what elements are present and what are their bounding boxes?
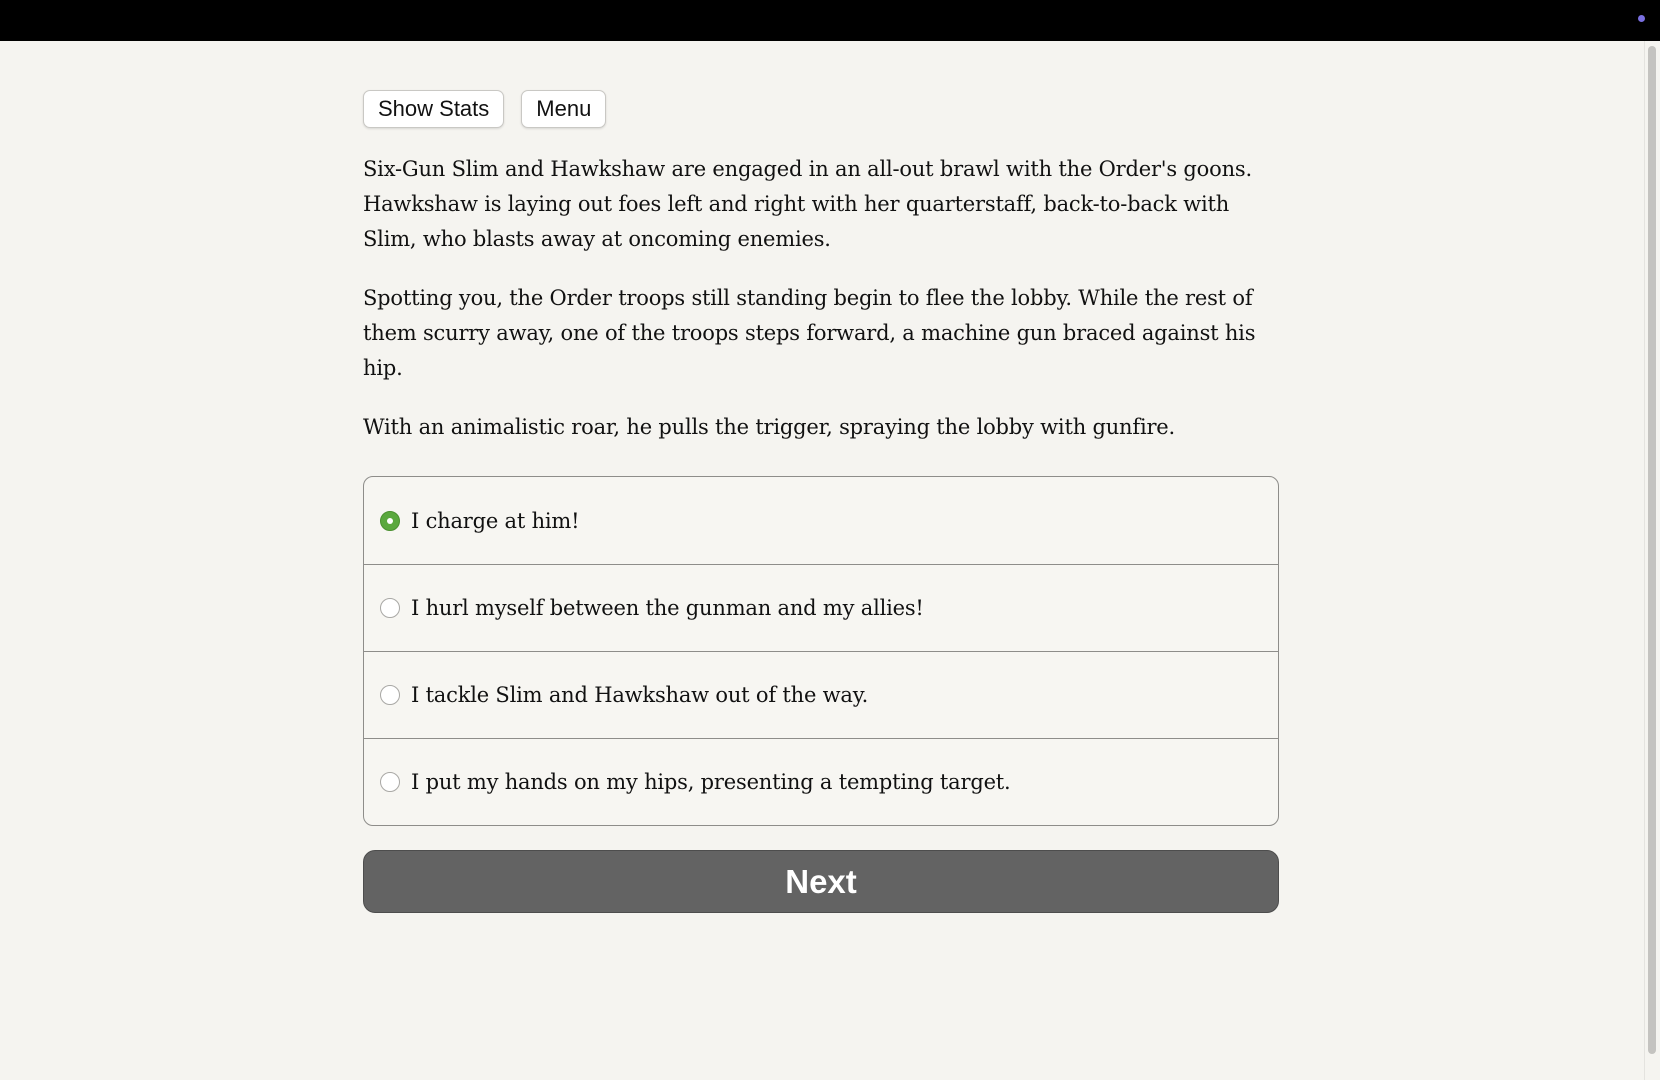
radio-button-icon[interactable] — [380, 772, 400, 792]
choice-list — [363, 476, 1279, 826]
choice-label: I tackle Slim and Hawkshaw out of the way. — [411, 683, 869, 707]
radio-button-icon[interactable] — [380, 511, 400, 531]
story-paragraph: Spotting you, the Order troops still standing begin to flee the lobby. While the rest of them scurry away, one of the troops steps forward, a machine gun braced against his hip. — [363, 286, 1256, 380]
choice-label: I charge at him! — [411, 508, 580, 533]
radio-button-icon[interactable] — [380, 685, 400, 705]
status-dot-icon — [1638, 15, 1645, 22]
choice-option-2[interactable] — [364, 564, 1278, 651]
next-button[interactable]: Next — [363, 850, 1279, 913]
choice-option-1[interactable] — [364, 477, 1278, 564]
radio-button-icon[interactable] — [380, 598, 400, 618]
choice-option-3[interactable] — [364, 651, 1278, 738]
show-stats-button[interactable]: Show Stats — [363, 90, 504, 128]
choice-label: I hurl myself between the gunman and my allies! — [411, 596, 924, 620]
header-buttons — [363, 90, 1279, 128]
menu-button[interactable]: Menu — [521, 90, 606, 128]
story-text — [363, 152, 1279, 445]
scrollbar-thumb[interactable] — [1648, 46, 1656, 1054]
game-container — [363, 90, 1279, 913]
choice-option-4[interactable] — [364, 738, 1278, 825]
choice-label: I put my hands on my hips, presenting a tempting target. — [411, 770, 1011, 794]
browser-top-bar — [0, 0, 1660, 41]
story-paragraph: Six-Gun Slim and Hawkshaw are engaged in an all-out brawl with the Order's goons. Hawkshaw is laying out foes left and right with her quarterstaff, back-to-back with Slim, who blasts away at oncoming enemies. — [363, 157, 1252, 251]
story-paragraph: With an animalistic roar, he pulls the trigger, spraying the lobby with gunfire. — [363, 415, 1176, 439]
